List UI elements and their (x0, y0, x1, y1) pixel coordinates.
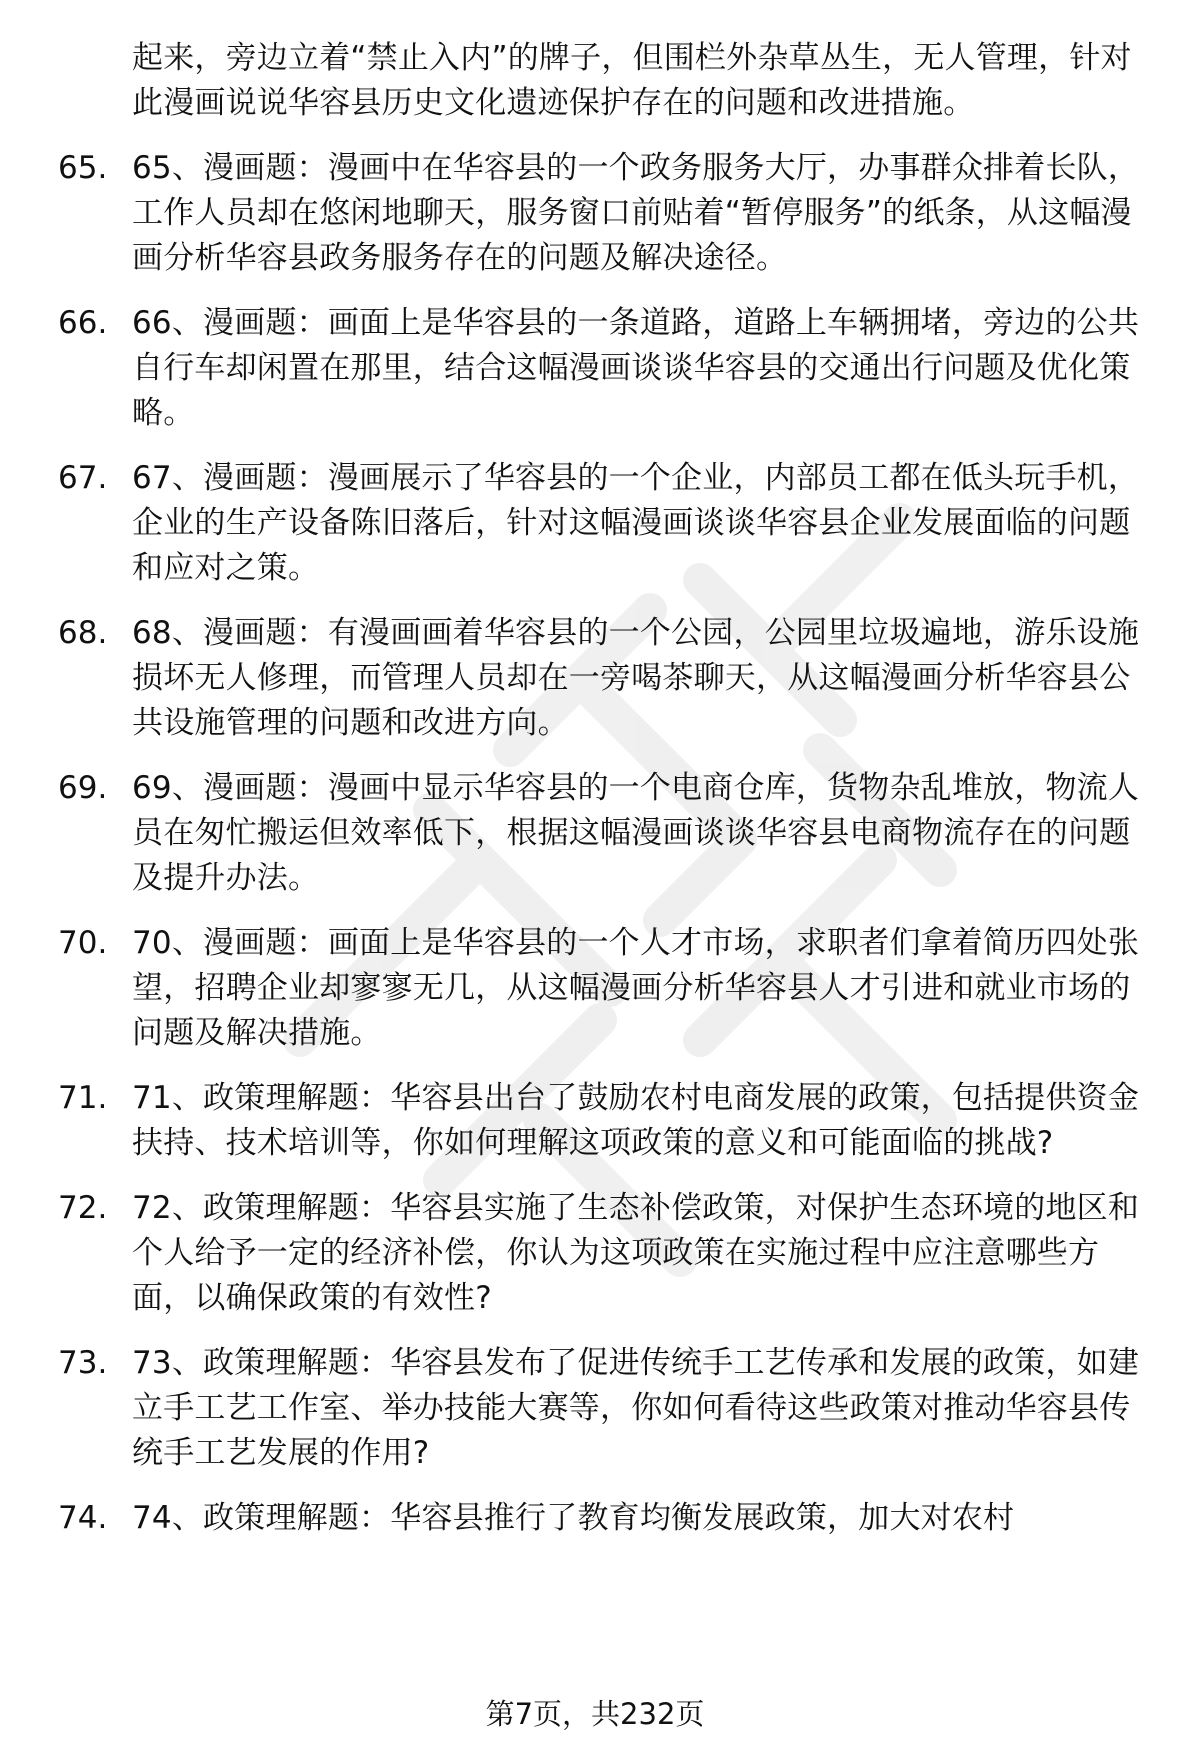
item-number: 68. (58, 615, 108, 651)
item-text: 66、漫画题：画面上是华容县的一条道路，道路上车辆拥堵，旁边的公共自行车却闲置在那里，结合这幅漫画谈谈华容县的交通出行问题及优化策略。 (132, 305, 1140, 431)
list-item (0, 921, 1190, 1056)
item-number: 73. (58, 1345, 108, 1381)
page-number-label: 第7页，共232页 (485, 1697, 705, 1731)
list-item (0, 1076, 1190, 1166)
page-footer (0, 1694, 1190, 1734)
item-number: 71. (58, 1080, 108, 1116)
list-item (0, 1496, 1190, 1541)
list-item (0, 766, 1190, 901)
list-item (0, 456, 1190, 591)
item-number: 67. (58, 460, 108, 496)
list-item (0, 1186, 1190, 1321)
item-number: 72. (58, 1190, 108, 1226)
item-number: 65. (58, 150, 108, 186)
question-list (0, 36, 1190, 1561)
item-number: 74. (58, 1500, 108, 1536)
item-number: 66. (58, 305, 108, 341)
item-text: 68、漫画题：有漫画画着华容县的一个公园，公园里垃圾遍地，游乐设施损坏无人修理，而管理人员却在一旁喝茶聊天，从这幅漫画分析华容县公共设施管理的问题和改进方向。 (132, 615, 1140, 741)
item-text: 65、漫画题：漫画中在华容县的一个政务服务大厅，办事群众排着长队，工作人员却在悠闲地聊天，服务窗口前贴着“暂停服务”的纸条，从这幅漫画分析华容县政务服务存在的问题及解决途径。 (132, 150, 1140, 276)
item-text: 70、漫画题：画面上是华容县的一个人才市场，求职者们拿着简历四处张望，招聘企业却寥寥无几，从这幅漫画分析华容县人才引进和就业市场的问题及解决措施。 (132, 925, 1140, 1051)
item-text: 67、漫画题：漫画展示了华容县的一个企业，内部员工都在低头玩手机，企业的生产设备陈旧落后，针对这幅漫画谈谈华容县企业发展面临的问题和应对之策。 (132, 460, 1140, 586)
item-text: 73、政策理解题：华容县发布了促进传统手工艺传承和发展的政策，如建立手工艺工作室、举办技能大赛等，你如何看待这些政策对推动华容县传统手工艺发展的作用? (132, 1345, 1140, 1471)
list-item (0, 611, 1190, 746)
list-item (0, 36, 1190, 126)
list-item (0, 301, 1190, 436)
item-text: 74、政策理解题：华容县推行了教育均衡发展政策，加大对农村 (132, 1500, 1015, 1536)
item-text: 72、政策理解题：华容县实施了生态补偿政策，对保护生态环境的地区和个人给予一定的经济补偿，你认为这项政策在实施过程中应注意哪些方面，以确保政策的有效性? (132, 1190, 1140, 1316)
item-text: 71、政策理解题：华容县出台了鼓励农村电商发展的政策，包括提供资金扶持、技术培训等，你如何理解这项政策的意义和可能面临的挑战? (132, 1080, 1140, 1161)
item-text: 69、漫画题：漫画中显示华容县的一个电商仓库，货物杂乱堆放，物流人员在匆忙搬运但效率低下，根据这幅漫画谈谈华容县电商物流存在的问题及提升办法。 (132, 770, 1140, 896)
item-number: 69. (58, 770, 108, 806)
list-item (0, 1341, 1190, 1476)
item-text: 起来，旁边立着“禁止入内”的牌子，但围栏外杂草丛生，无人管理，针对此漫画说说华容县历史文化遗迹保护存在的问题和改进措施。 (132, 40, 1132, 121)
item-number: 70. (58, 925, 108, 961)
list-item (0, 146, 1190, 281)
